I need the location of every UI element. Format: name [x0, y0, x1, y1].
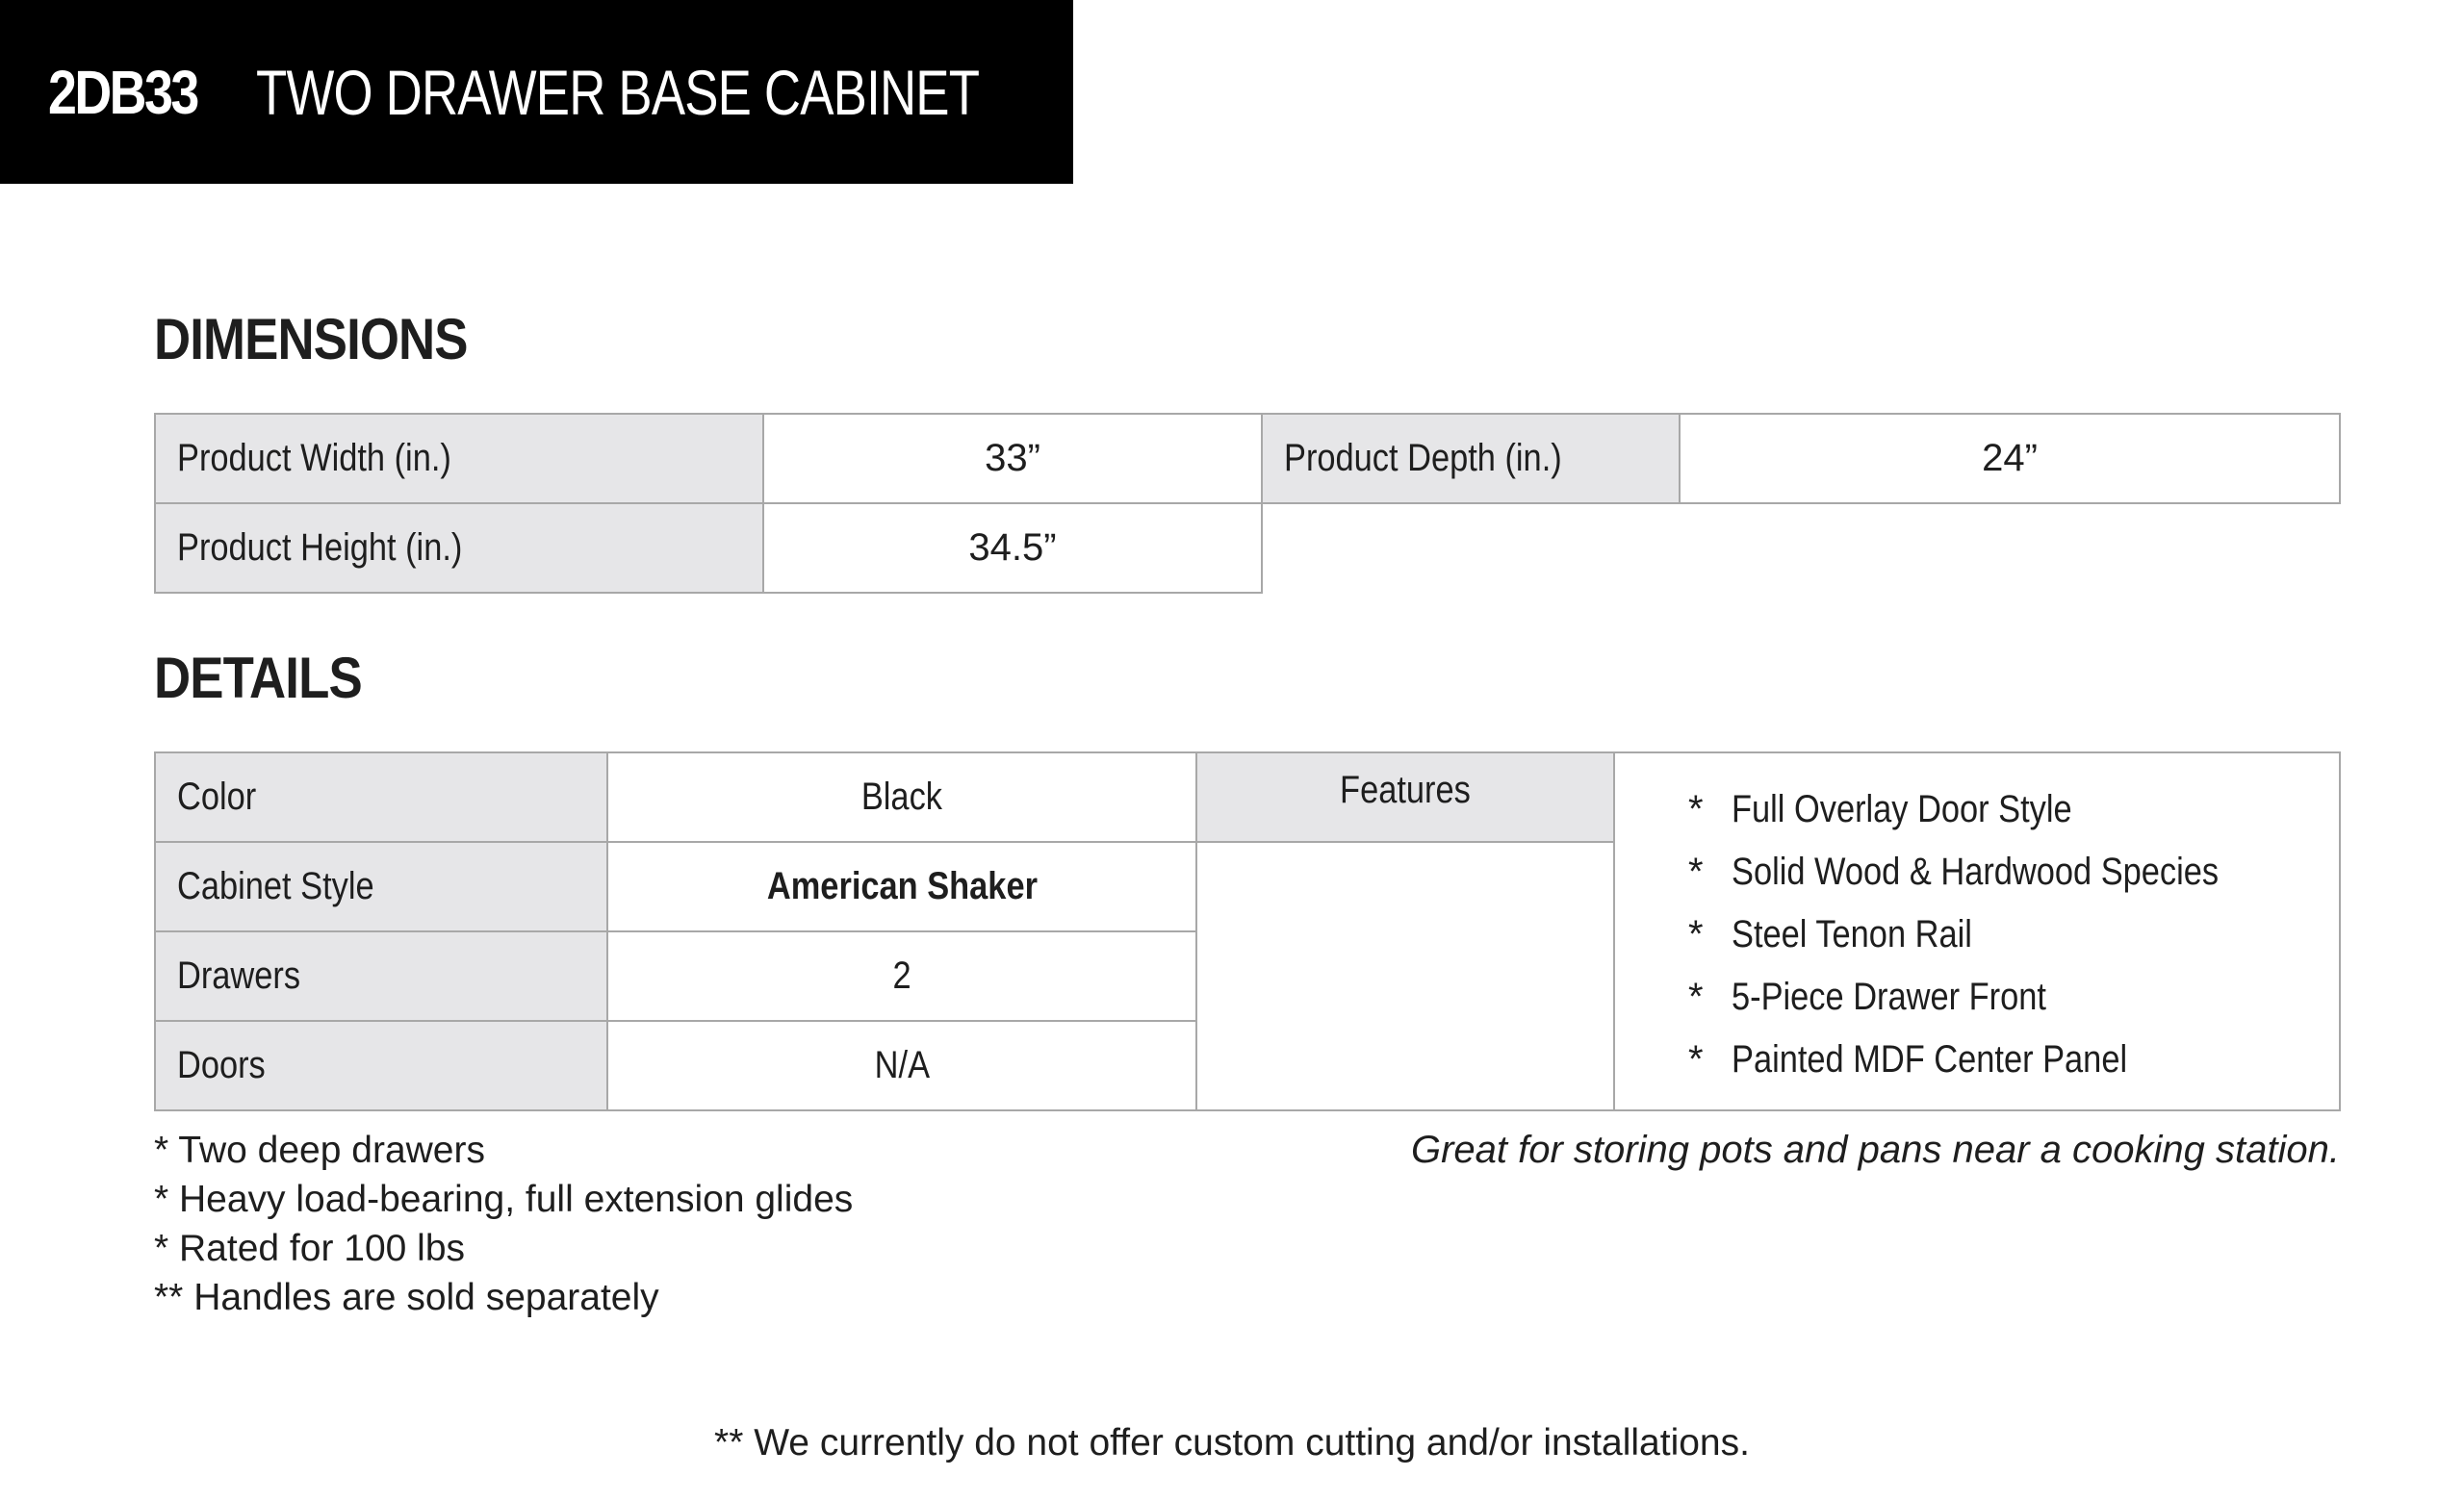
feature-text: Painted MDF Center Panel: [1732, 1038, 2128, 1081]
features-list: [1614, 752, 2340, 1110]
cabinet-style-label: Cabinet Style: [177, 865, 374, 907]
feature-bullet: *: [1688, 851, 1704, 893]
feature-item: [1688, 904, 2339, 966]
cabinet-style-value: American Shaker: [766, 865, 1038, 907]
footer-disclaimer: ** We currently do not offer custom cutting and/or installations.: [714, 1422, 1750, 1464]
empty-cell: [1262, 503, 2340, 593]
feature-bullet: *: [1688, 1038, 1704, 1081]
product-tagline: Great for storing pots and pans near a cooking station.: [1410, 1129, 2340, 1171]
color-value: Black: [860, 776, 943, 818]
dimensions-row: [155, 414, 2340, 503]
width-value-cell: [763, 414, 1262, 503]
drawers-label: Drawers: [177, 955, 301, 997]
height-label: Product Height (in.): [177, 526, 463, 569]
feature-text: Full Overlay Door Style: [1732, 788, 2072, 830]
doors-value-cell: [607, 1021, 1196, 1110]
dimensions-heading: DIMENSIONS: [154, 307, 468, 371]
product-header: [0, 0, 1073, 184]
details-row: [155, 752, 2340, 842]
product-code: 2DB33: [48, 57, 197, 127]
height-value-cell: [763, 503, 1262, 593]
feature-item: [1688, 966, 2339, 1029]
cabinet-style-label-cell: [155, 842, 607, 931]
width-label: Product Width (in.): [177, 437, 451, 479]
cabinet-style-value-cell: [607, 842, 1196, 931]
doors-value: N/A: [874, 1044, 930, 1086]
color-label: Color: [177, 776, 257, 818]
color-label-cell: [155, 752, 607, 842]
depth-value-cell: [1680, 414, 2340, 503]
height-label-cell: [155, 503, 763, 593]
depth-value: 24”: [1982, 437, 2038, 479]
width-value: 33”: [985, 437, 1040, 479]
drawers-label-cell: [155, 931, 607, 1021]
doors-label: Doors: [177, 1044, 266, 1086]
note-line: ** Handles are sold separately: [154, 1277, 659, 1318]
dimensions-row: [155, 503, 2340, 593]
feature-item: [1688, 1029, 2339, 1091]
features-label: Features: [1340, 769, 1471, 811]
height-value: 34.5”: [968, 526, 1057, 569]
feature-bullet: *: [1688, 976, 1704, 1018]
depth-label-cell: [1262, 414, 1680, 503]
note-line: * Two deep drawers: [154, 1130, 485, 1171]
drawers-value: 2: [892, 955, 911, 997]
features-blank-cell: [1196, 842, 1614, 1110]
note-line: * Rated for 100 lbs: [154, 1228, 466, 1269]
feature-text: 5-Piece Drawer Front: [1732, 976, 2046, 1018]
product-title: TWO DRAWER BASE CABINET: [256, 56, 980, 128]
feature-text: Steel Tenon Rail: [1732, 913, 1972, 955]
depth-label: Product Depth (in.): [1284, 437, 1562, 479]
feature-bullet: *: [1688, 913, 1704, 955]
feature-text: Solid Wood & Hardwood Species: [1732, 851, 2220, 893]
drawers-value-cell: [607, 931, 1196, 1021]
doors-label-cell: [155, 1021, 607, 1110]
feature-item: [1688, 841, 2339, 904]
dimensions-table: [154, 413, 2341, 594]
feature-item: [1688, 778, 2339, 841]
features-label-cell: [1196, 752, 1614, 842]
product-notes: [154, 1126, 853, 1322]
feature-bullet: *: [1688, 788, 1704, 830]
details-table: [154, 751, 2341, 1111]
color-value-cell: [607, 752, 1196, 842]
width-label-cell: [155, 414, 763, 503]
note-line: * Heavy load-bearing, full extension glides: [154, 1179, 854, 1220]
details-heading: DETAILS: [154, 646, 362, 710]
